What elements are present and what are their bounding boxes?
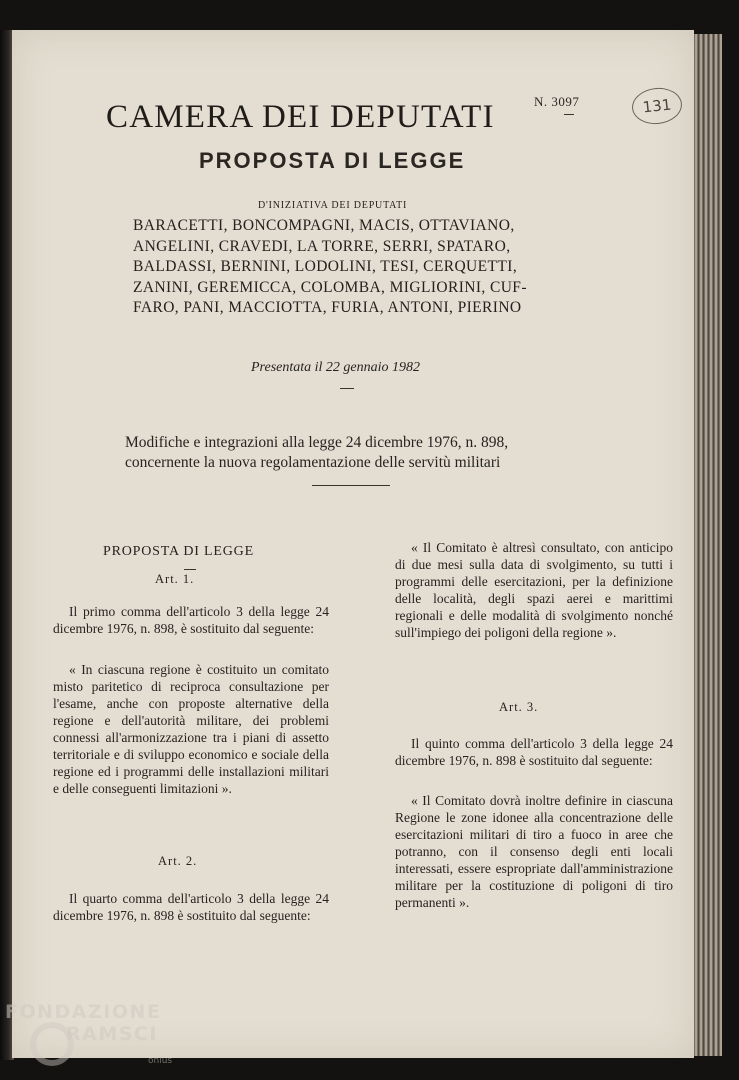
- document-type-title: PROPOSTA DI LEGGE: [199, 148, 466, 173]
- deputies-line: BARACETTI, BONCOMPAGNI, MACIS, OTTAVIANO,: [133, 217, 515, 234]
- bill-subject: [125, 433, 605, 472]
- handwritten-page-number: 131: [630, 85, 683, 126]
- article-3-quote: « Il Comitato dovrà inoltre definire in ciascuna Regione le zone idonee alla concentrazione delle esercitazioni militari di tiro a fuoco in aree che potranno, con il consenso degli enti locali interessati, essere espropriate dall'amministrazione militare per la costituzione di poligoni di tiro permanenti ».: [395, 793, 673, 910]
- document-page: [12, 30, 694, 1058]
- article-2-quote: « Il Comitato è altresì consultato, con anticipo di due mesi sulla data di svolgimento, su tutti i programmi delle esercitazioni, per la definizione delle località, degli spazi aerei e marittimi regionali e delle modalità di svolgimento nonché sull'impiego dei poligoni della regione ».: [395, 540, 673, 640]
- article-1-label: Art. 1.: [155, 572, 195, 586]
- separator-long: [312, 485, 390, 486]
- deputies-line: ZANINI, GEREMICCA, COLOMBA, MIGLIORINI, CUF-: [133, 278, 527, 296]
- article-3-intro: Il quinto comma dell'articolo 3 della legge 24 dicembre 1976, n. 898 è sostituito dal seguente:: [395, 736, 673, 768]
- heading-separator: [184, 569, 196, 570]
- deputies-line: ANGELINI, CRAVEDI, LA TORRE, SERRI, SPATARO,: [133, 237, 511, 255]
- article-3-label: Art. 3.: [499, 700, 539, 714]
- watermark-line-2: RAMSCI: [66, 1023, 158, 1045]
- article-2-intro: Il quarto comma dell'articolo 3 della legge 24 dicembre 1976, n. 898 è sostituito dal seguente:: [53, 891, 329, 923]
- article-1-intro: Il primo comma dell'articolo 3 della legge 24 dicembre 1976, n. 898, è sostituito dal seguente:: [53, 604, 329, 636]
- deputies-line: FARO, PANI, MACCIOTTA, FURIA, ANTONI, PIERINO: [133, 299, 522, 316]
- institution-title: CAMERA DEI DEPUTATI: [106, 99, 495, 135]
- deputies-line: BALDASSI, BERNINI, LODOLINI, TESI, CERQUETTI,: [133, 258, 518, 275]
- document-number: N. 3097: [534, 94, 580, 109]
- initiative-label: D'INIZIATIVA DEI DEPUTATI: [258, 200, 408, 211]
- subject-line: concernente la nuova regolamentazione delle servitù militari: [125, 453, 501, 471]
- watermark: [5, 1001, 161, 1045]
- presentation-date: Presentata il 22 gennaio 1982: [251, 360, 421, 375]
- number-underline: [564, 114, 574, 115]
- watermark-suffix: onlus: [148, 1056, 173, 1066]
- watermark-line-1: FONDAZIONE: [5, 1001, 162, 1023]
- article-2-label: Art. 2.: [158, 854, 198, 868]
- deputies-list: [133, 216, 563, 319]
- separator-short: [340, 388, 354, 389]
- subject-line: Modifiche e integrazioni alla legge 24 dicembre 1976, n. 898,: [125, 434, 509, 451]
- section-heading: PROPOSTA DI LEGGE: [103, 544, 254, 559]
- article-1-quote: « In ciascuna regione è costituito un comitato misto paritetico di reciproca consultazione per l'esame, anche con proposte alternative della regione e dell'autorità militare, dei problemi connessi all'armonizzazione tra i piani di assetto territoriale e di sviluppo economico e sociale della regione ed i programmi delle installazioni militari e delle conseguenti limitazioni ».: [53, 662, 329, 796]
